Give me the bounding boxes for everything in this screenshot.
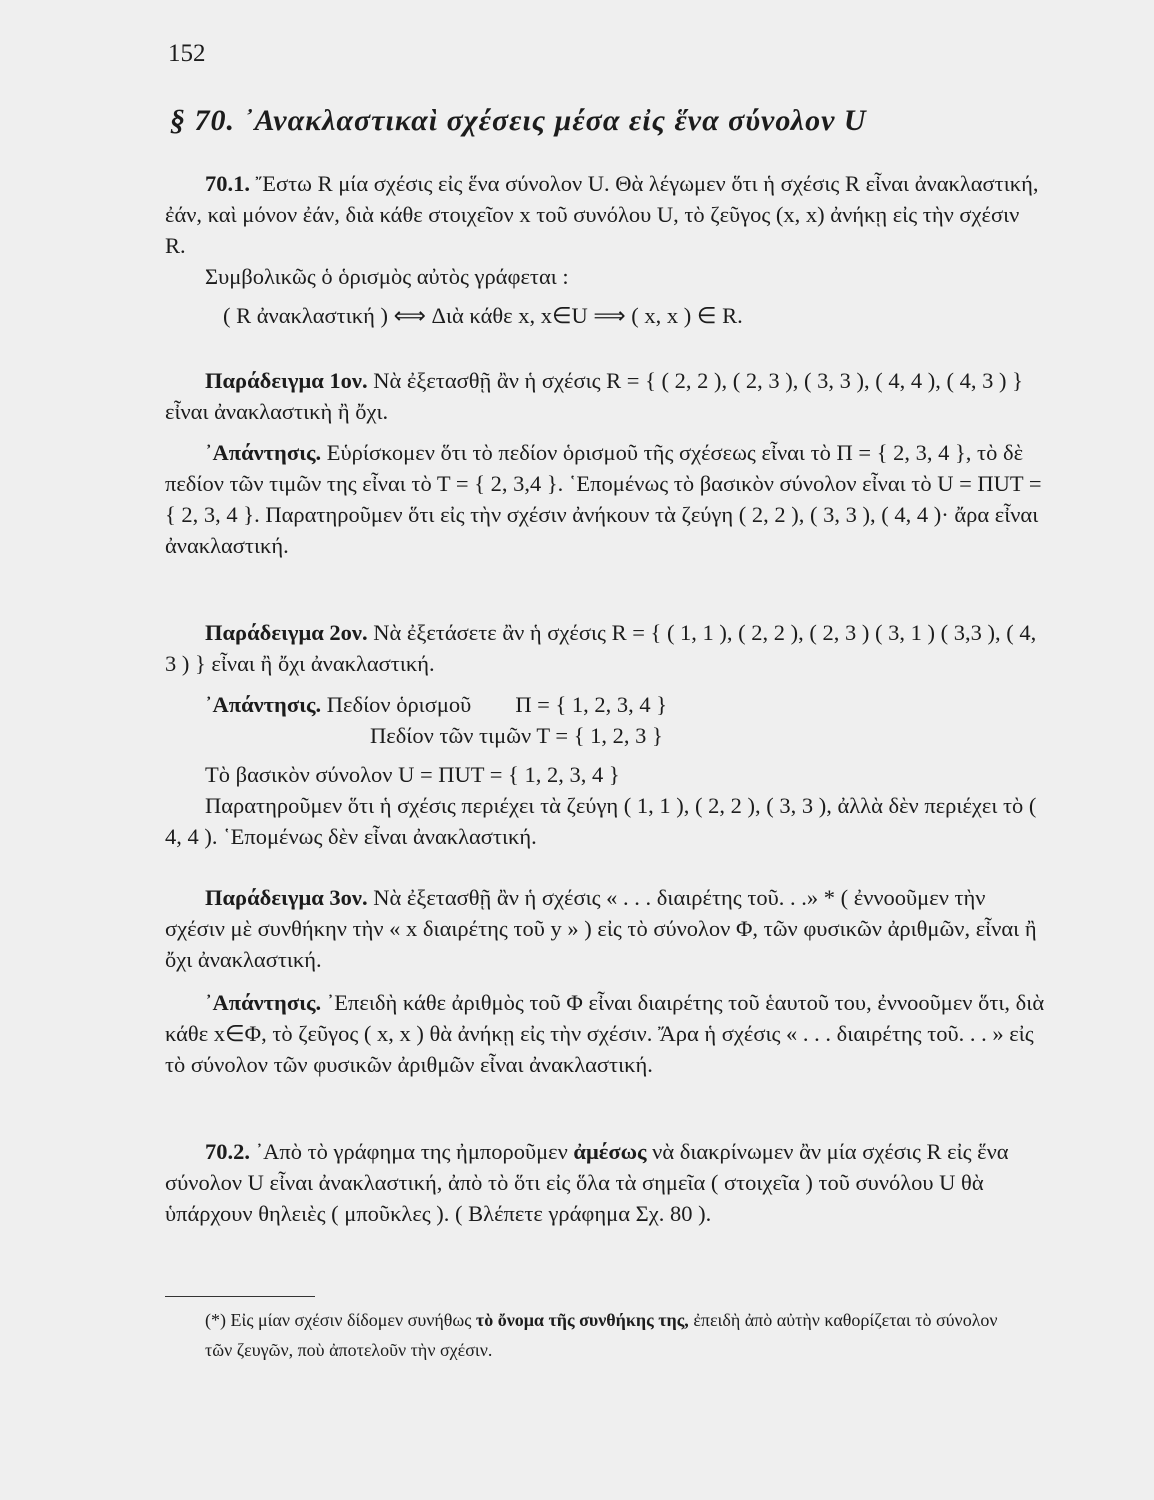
range-value: Τ = { 1, 2, 3 } [536, 723, 663, 748]
footnote-text [165, 1305, 1025, 1365]
subsection-label: 70.2. [205, 1139, 250, 1164]
example-2-label: Παράδειγμα 2ον. [205, 620, 368, 645]
footnote-divider [165, 1296, 315, 1297]
answer-label: ᾿Απάντησις. [205, 692, 322, 717]
example-1-answer [165, 437, 1045, 561]
subsection-70-2-text [165, 1136, 1045, 1229]
subsection-70-2-part2: νὰ διακρίνωμεν ἂν μία σχέσις R εἰς ἕνα σύνολον U εἶναι ἀνακλαστική, ἀπὸ τὸ ὅτι εἰς ὅλα τὰ σημεῖα ( στοιχεῖα ) τοῦ συνόλου U θὰ ὑπάρχουν θηλειὲς ( μποῦκλες ). ( Βλέπετε γράφημα Σχ. 80 ). [165, 1139, 1009, 1226]
example-3-statement [165, 882, 1045, 975]
example-2-range [165, 720, 1045, 751]
example-2-domain [165, 689, 1045, 720]
footnote-part1: Εἰς μίαν σχέσιν δίδομεν συνήθως [226, 1310, 476, 1330]
symbolic-intro: Συμβολικῶς ὁ ὁρισμὸς αὐτὸς γράφεται : [205, 264, 569, 289]
definition-70-1 [165, 168, 1045, 331]
definition-formula: ( R ἀνακλαστική ) ⟺ Διὰ κάθε x, x∈U ⟹ ( x, x ) ∈ R. [223, 303, 743, 328]
example-1-label: Παράδειγμα 1ον. [205, 368, 368, 393]
basic-set: Τὸ βασικὸν σύνολον U = ΠUΤ = { 1, 2, 3, 4 } [205, 762, 620, 787]
answer-label: ᾿Απάντησις. [205, 990, 322, 1015]
example-1-answer-text: Εὑρίσκομεν ὅτι τὸ πεδίον ὁρισμοῦ τῆς σχέσεως εἶναι τὸ Π = { 2, 3, 4 }, τὸ δὲ πεδίον τῶν τιμῶν της εἶναι τὸ Τ = { 2, 3,4 }. ῾Επομένως τὸ βασικὸν σύνολον εἶναι τὸ U = ΠUΤ = { 2, 3, 4 }. Παρατηροῦμεν ὅτι εἰς τὴν σχέσιν ἀνήκουν τὰ ζεύγη ( 2, 2 ), ( 3, 3 ), ( 4, 4 )· ἄρα εἶναι ἀνακλαστική. [165, 440, 1042, 558]
footnote [165, 1305, 1025, 1365]
answer-label: ᾿Απάντησις. [205, 440, 322, 465]
example-3-label: Παράδειγμα 3ον. [205, 885, 368, 910]
example-1 [165, 365, 1045, 561]
example-1-text: Νὰ ἐξετασθῇ ἂν ἡ σχέσις R = { ( 2, 2 ), ( 2, 3 ), ( 3, 3 ), ( 4, 4 ), ( 4, 3 ) } εἶναι ἀνακλαστικὴ ἢ ὄχι. [165, 368, 1023, 424]
page-number: 152 [168, 40, 206, 67]
example-2-observation: Παρατηροῦμεν ὅτι ἡ σχέσις περιέχει τὰ ζεύγη ( 1, 1 ), ( 2, 2 ), ( 3, 3 ), ἀλλὰ δὲν περιέχει τὸ ( 4, 4 ). ῾Επομένως δὲν εἶναι ἀνακλαστική. [165, 793, 1037, 849]
definition-paragraph [165, 168, 1045, 261]
example-3-answer [165, 987, 1045, 1080]
footnote-bold: τὸ ὄνομα τῆς συνθήκης της, [475, 1310, 689, 1330]
footnote-part2: ἐπειδὴ ἀπὸ αὐτὴν καθορίζεται τὸ σύνολον τῶν ζευγῶν, ποὺ ἀποτελοῦν τὴν σχέσιν. [205, 1310, 998, 1360]
example-1-statement [165, 365, 1045, 427]
example-2 [165, 617, 1045, 852]
example-2-statement [165, 617, 1045, 679]
example-3-text: Νὰ ἐξετασθῇ ἂν ἡ σχέσις « . . . διαιρέτης τοῦ. . .» * ( ἐννοοῦμεν τὴν σχέσιν μὲ συνθήκην τὴν « x διαιρέτης τοῦ y » ) εἰς τὸ σύνολον Φ, τῶν φυσικῶν ἀριθμῶν, εἶναι ἢ ὄχι ἀνακλαστική. [165, 885, 1037, 972]
example-3 [165, 882, 1045, 1080]
example-3-answer-text: ᾿Επειδὴ κάθε ἀριθμὸς τοῦ Φ εἶναι διαιρέτης τοῦ ἑαυτοῦ του, ἐννοοῦμεν ὅτι, διὰ κάθε x∈Φ, τὸ ζεῦγος ( x, x ) θὰ ἀνήκῃ εἰς τὴν σχέσιν. Ἄρα ἡ σχέσις « . . . διαιρέτης τοῦ. . . » εἰς τὸ σύνολον τῶν φυσικῶν ἀριθμῶν εἶναι ἀνακλαστική. [165, 990, 1045, 1077]
footnote-mark: (*) [205, 1310, 226, 1330]
subsection-70-2 [165, 1136, 1045, 1229]
subsection-70-2-bold: ἀμέσως [573, 1139, 647, 1164]
example-2-text: Νὰ ἐξετάσετε ἂν ἡ σχέσις R = { ( 1, 1 ), ( 2, 2 ), ( 2, 3 ) ( 3, 1 ) ( 3,3 ), ( 4, 3 ) } εἶναι ἢ ὄχι ἀνακλαστική. [165, 620, 1037, 676]
subsection-label: 70.1. [205, 171, 250, 196]
definition-text: Ἔστω R μία σχέσις εἰς ἕνα σύνολον U. Θὰ λέγωμεν ὅτι ἡ σχέσις R εἶναι ἀνακλαστική, ἐάν, καὶ μόνον ἐάν, διὰ κάθε στοιχεῖον x τοῦ συνόλου U, τὸ ζεῦγος (x, x) ἀνήκῃ εἰς τὴν σχέσιν R. [165, 171, 1039, 258]
subsection-70-2-part1: ᾿Απὸ τὸ γράφημα της ἠμποροῦμεν [250, 1139, 574, 1164]
section-heading: § 70. ᾿Ανακλαστικαὶ σχέσεις μέσα εἰς ἕνα σύνολον U [170, 104, 867, 137]
range-label: Πεδίον τῶν τιμῶν [370, 723, 532, 748]
domain-label: Πεδίον ὁρισμοῦ [321, 692, 472, 717]
domain-value: Π = { 1, 2, 3, 4 } [515, 692, 668, 717]
